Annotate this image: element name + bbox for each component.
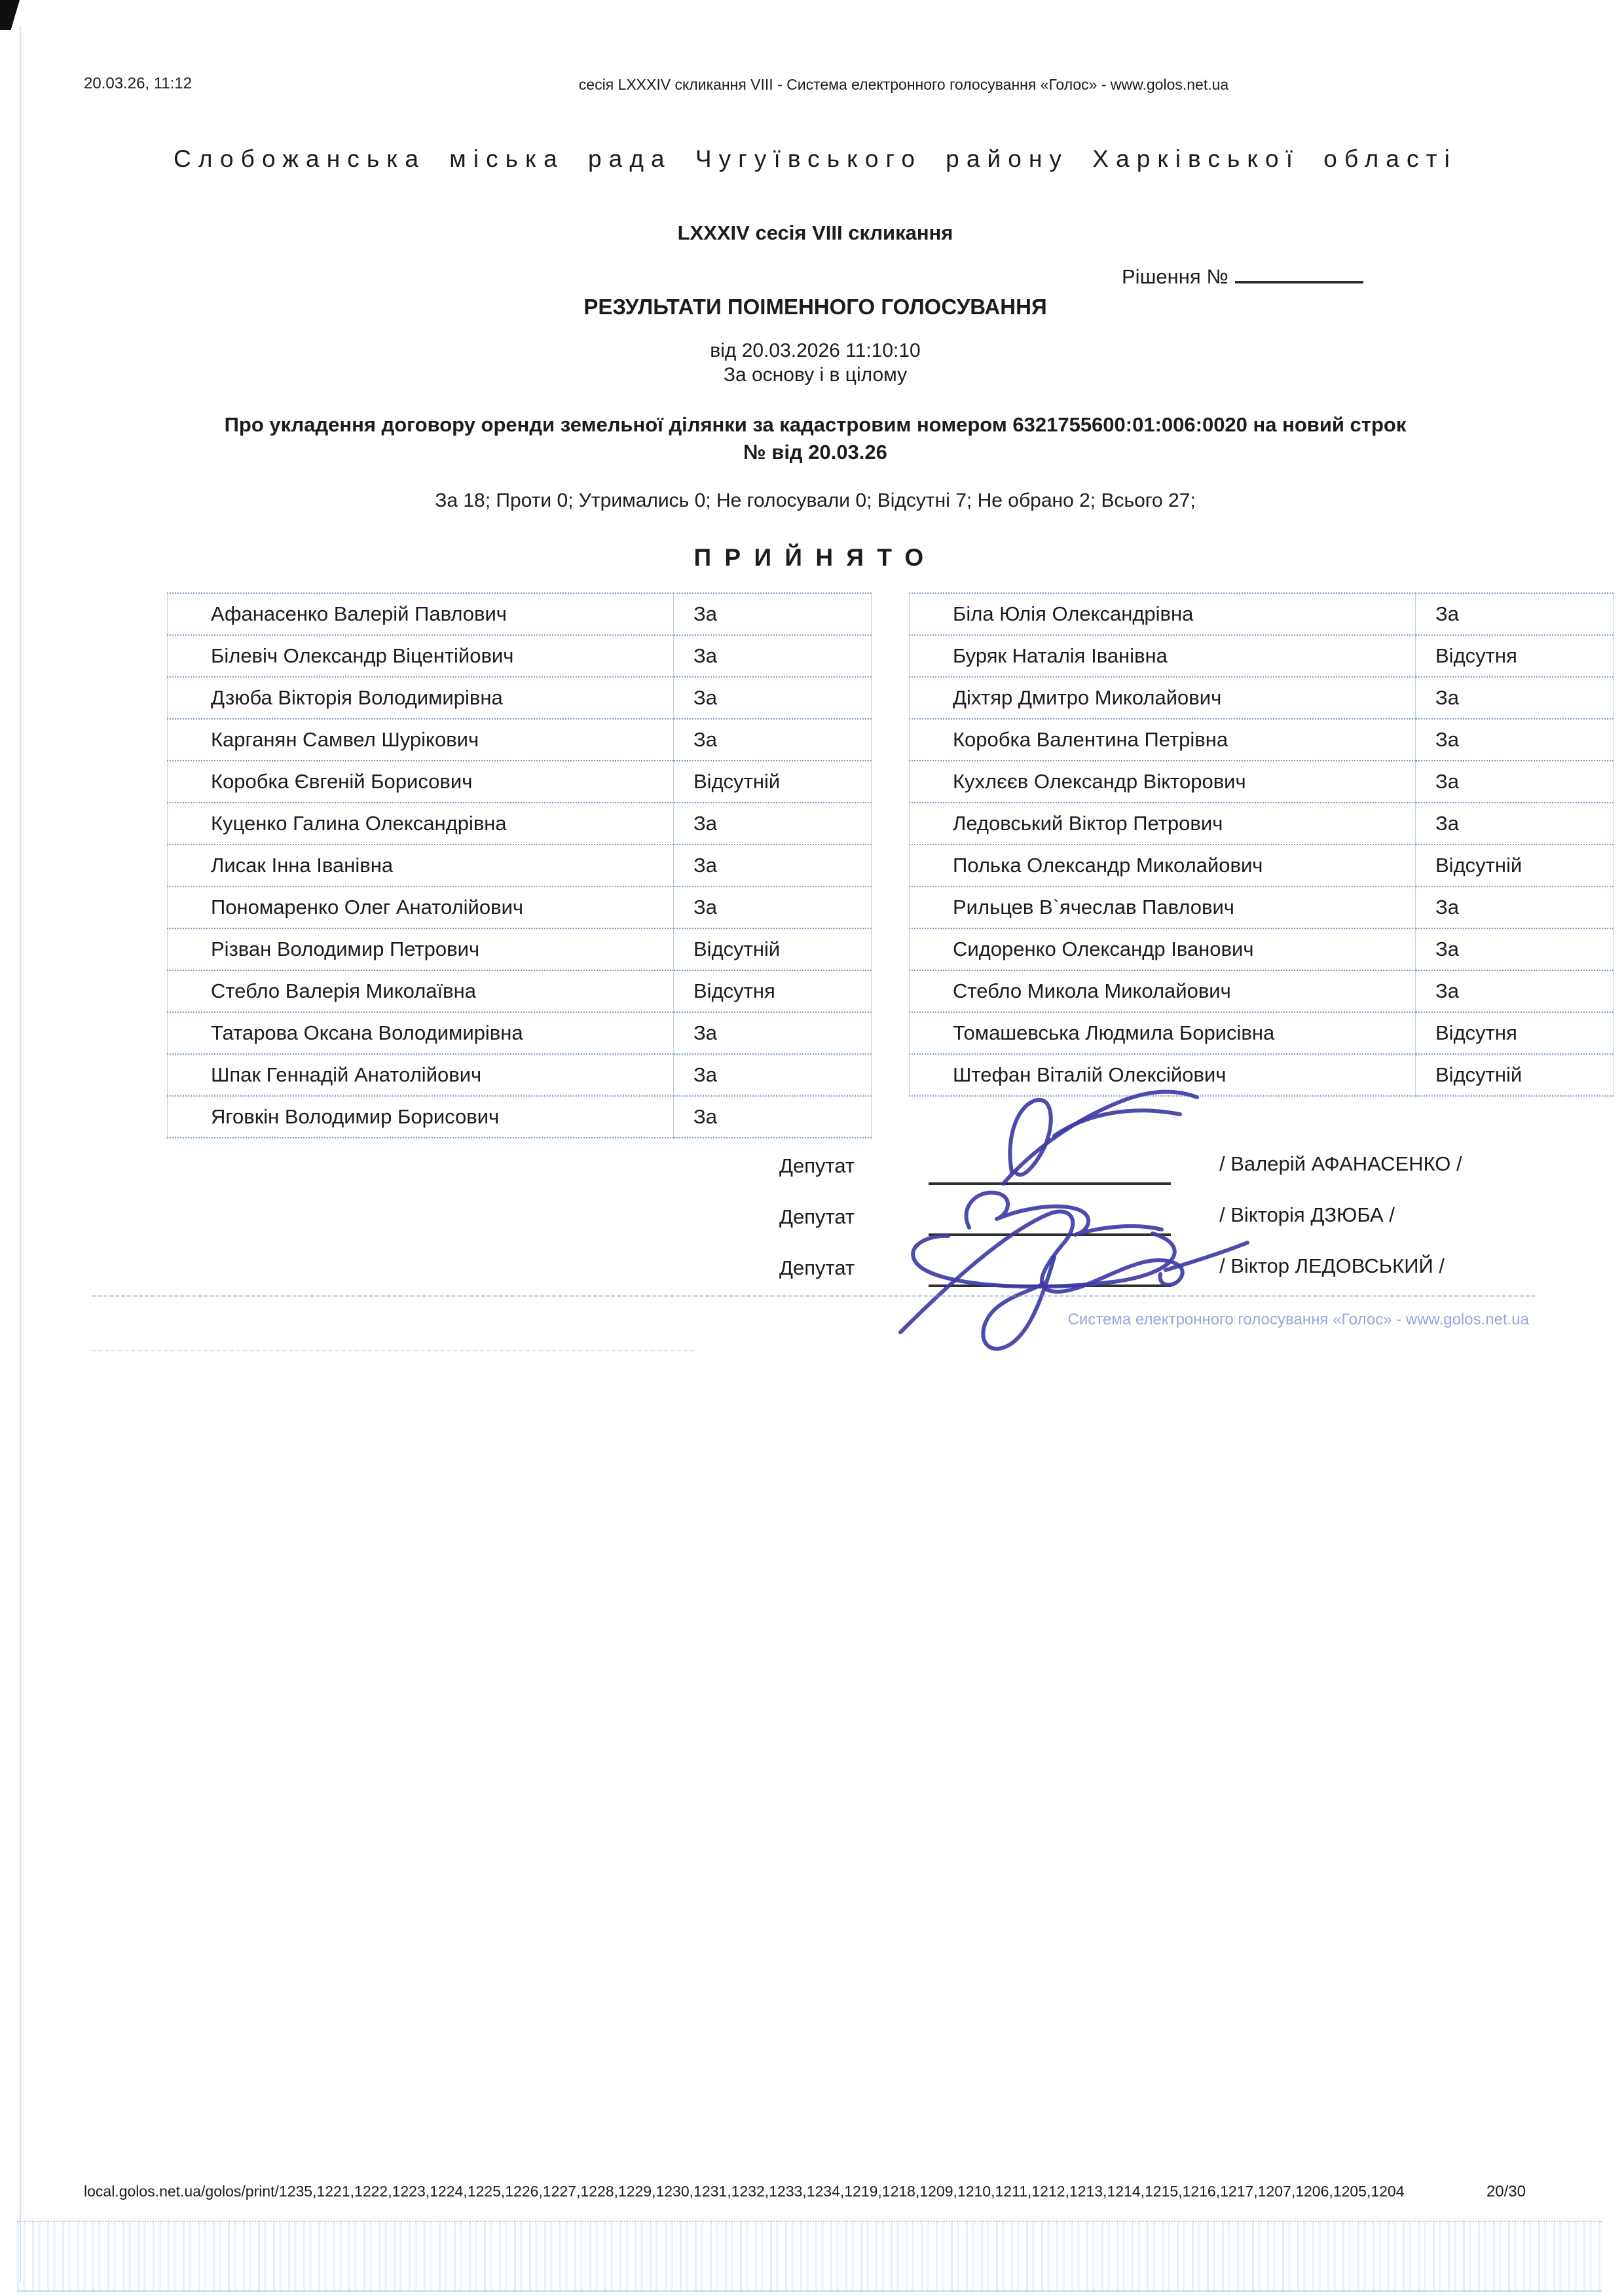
header-session-info: сесія LXXXIV скликання VIII - Система електронного голосування «Голос» - www.golos.net.ua bbox=[578, 76, 1229, 93]
deputy-name: Дзюба Вікторія Володимирівна bbox=[168, 677, 674, 719]
table-row bbox=[168, 803, 872, 845]
table-row bbox=[910, 1054, 1614, 1096]
deputy-role-label: Депутат bbox=[779, 1205, 855, 1228]
deputy-role-label: Депутат bbox=[779, 1154, 855, 1177]
table-row bbox=[910, 677, 1614, 719]
deputy-name: Шпак Геннадій Анатолійович bbox=[168, 1054, 674, 1096]
vote-value: За bbox=[674, 845, 872, 886]
vote-value: За bbox=[674, 677, 872, 719]
deputy-name: Куценко Галина Олександрівна bbox=[168, 803, 674, 845]
table-row bbox=[168, 1012, 872, 1054]
vote-value: За bbox=[1416, 677, 1614, 719]
vote-value: За bbox=[1416, 719, 1614, 761]
printed-timestamp: 20.03.26, 11:12 bbox=[84, 75, 193, 92]
table-row bbox=[168, 677, 872, 719]
deputy-name: Кухлєєв Олександр Вікторович bbox=[910, 761, 1416, 803]
document-title: РЕЗУЛЬТАТИ ПОІМЕННОГО ГОЛОСУВАННЯ bbox=[583, 295, 1047, 319]
votes-table-right bbox=[909, 592, 1614, 1097]
scan-line-artifact bbox=[92, 1295, 1536, 1297]
deputy-name: Біла Юлія Олександрівна bbox=[910, 593, 1416, 635]
vote-value: За bbox=[674, 593, 872, 635]
votes-table-left bbox=[167, 592, 872, 1139]
decision-number bbox=[1122, 257, 1363, 289]
signature-line bbox=[929, 1233, 1171, 1236]
deputy-name: Коробка Валентина Петрівна bbox=[910, 719, 1416, 761]
page-indicator: 20/30 bbox=[1486, 2183, 1526, 2200]
scan-noise-band bbox=[17, 2221, 1602, 2292]
table-row bbox=[168, 886, 872, 928]
deputy-name: Штефан Віталій Олексійович bbox=[910, 1054, 1416, 1096]
deputy-name: Сидоренко Олександр Іванович bbox=[910, 928, 1416, 970]
vote-value: За bbox=[1416, 593, 1614, 635]
vote-value: За bbox=[1416, 803, 1614, 845]
vote-value: Відсутній bbox=[674, 761, 872, 803]
vote-value: За bbox=[1416, 761, 1614, 803]
vote-value: За bbox=[674, 803, 872, 845]
vote-value: За bbox=[674, 719, 872, 761]
vote-datetime: від 20.03.2026 11:10:10 bbox=[710, 340, 921, 361]
table-row bbox=[910, 593, 1614, 635]
signature-stroke-3c bbox=[983, 1257, 1054, 1349]
vote-value: Відсутній bbox=[674, 928, 872, 970]
vote-value: За bbox=[674, 1054, 872, 1096]
deputy-name: Стебло Валерія Миколаївна bbox=[168, 970, 674, 1012]
scan-corner-mark bbox=[0, 0, 20, 30]
table-row bbox=[910, 928, 1614, 970]
vote-value: За bbox=[674, 635, 872, 677]
deputy-name: Різван Володимир Петрович bbox=[168, 928, 674, 970]
signature-line bbox=[929, 1182, 1171, 1185]
vote-value: За bbox=[674, 1012, 872, 1054]
deputy-name: Ледовський Віктор Петрович bbox=[910, 803, 1416, 845]
vote-value: Відсутня bbox=[1416, 635, 1614, 677]
deputy-name: Томашевська Людмила Борисівна bbox=[910, 1012, 1416, 1054]
deputy-name: Білевіч Олександр Віцентійович bbox=[168, 635, 674, 677]
deputy-role-label: Депутат bbox=[779, 1256, 855, 1279]
table-row bbox=[910, 761, 1614, 803]
table-row bbox=[168, 845, 872, 886]
table-row bbox=[910, 845, 1614, 886]
vote-value: За bbox=[674, 1096, 872, 1138]
signature-stroke-1c bbox=[1054, 1110, 1180, 1136]
table-row bbox=[168, 593, 872, 635]
vote-value: За bbox=[1416, 970, 1614, 1012]
deputy-name: Рильцев В`ячеслав Павлович bbox=[910, 886, 1416, 928]
signature-stroke-1 bbox=[1010, 1100, 1050, 1175]
vote-value: За bbox=[674, 886, 872, 928]
vote-value: Відсутня bbox=[1416, 1012, 1614, 1054]
deputy-name: Буряк Наталія Іванівна bbox=[910, 635, 1416, 677]
table-row bbox=[910, 970, 1614, 1012]
signature-stroke-1b bbox=[1003, 1092, 1197, 1184]
table-row bbox=[168, 970, 872, 1012]
signature-line bbox=[929, 1285, 1171, 1287]
deputy-name: Полька Олександр Миколайович bbox=[910, 845, 1416, 886]
decision-number-blank bbox=[1235, 257, 1363, 283]
result-status: ПРИЙНЯТО bbox=[693, 544, 937, 571]
table-row bbox=[168, 928, 872, 970]
deputy-name: Діхтяр Дмитро Миколайович bbox=[910, 677, 1416, 719]
vote-value: Відсутній bbox=[1416, 845, 1614, 886]
deputy-name: Карганян Самвел Шурікович bbox=[168, 719, 674, 761]
vote-value: За bbox=[1416, 886, 1614, 928]
signature-name: / Валерій АФАНАСЕНКО / bbox=[1219, 1152, 1462, 1175]
table-row bbox=[168, 1096, 872, 1138]
signature-name: / Віктор ЛЕДОВСЬКИЙ / bbox=[1219, 1254, 1445, 1277]
council-title: Слобожанська міська рада Чугуївського району Харківської області bbox=[174, 145, 1457, 172]
deputy-name: Татарова Оксана Володимирівна bbox=[168, 1012, 674, 1054]
vote-basis: За основу і в цілому bbox=[723, 364, 908, 386]
vote-tally: За 18; Проти 0; Утримались 0; Не голосували 0; Відсутні 7; Не обрано 2; Всього 27; bbox=[435, 490, 1196, 511]
subject-line-1: Про укладення договору оренди земельної ділянки за кадастровим номером 6321755600:01:006:0020 на новий строк bbox=[224, 413, 1407, 436]
table-row bbox=[168, 1054, 872, 1096]
vote-value: Відсутня bbox=[674, 970, 872, 1012]
decision-number-label: Рішення № bbox=[1122, 265, 1228, 288]
watermark: Система електронного голосування «Голос» - www.golos.net.ua bbox=[1067, 1311, 1529, 1328]
deputy-name: Лисак Інна Іванівна bbox=[168, 845, 674, 886]
table-row bbox=[910, 886, 1614, 928]
table-row bbox=[910, 1012, 1614, 1054]
scan-line-artifact bbox=[92, 1350, 694, 1351]
signature-stroke-2b bbox=[913, 1233, 1175, 1286]
vote-value: Відсутній bbox=[1416, 1054, 1614, 1096]
footer-url: local.golos.net.ua/golos/print/1235,1221,1222,1223,1224,1225,1226,1227,1228,1229,1230,1231,1232,1233,1234,1219,1218,1209,1210,1211,1212,1213,1214,1215,1216,1217,1207,1206,1205,1204 bbox=[84, 2183, 1405, 2200]
signature-name: / Вікторія ДЗЮБА / bbox=[1219, 1203, 1395, 1226]
deputy-name: Яговкін Володимир Борисович bbox=[168, 1096, 674, 1138]
session-title: LXXXIV сесія VIII скликання bbox=[677, 221, 953, 244]
deputy-name: Коробка Євгеній Борисович bbox=[168, 761, 674, 803]
table-row bbox=[910, 635, 1614, 677]
vote-value: За bbox=[1416, 928, 1614, 970]
subject-line-2: № від 20.03.26 bbox=[743, 441, 887, 464]
scan-edge-artifact bbox=[20, 26, 21, 2283]
table-row bbox=[910, 719, 1614, 761]
deputy-name: Афанасенко Валерій Павлович bbox=[168, 593, 674, 635]
table-row bbox=[168, 719, 872, 761]
signature-stroke-2 bbox=[967, 1193, 1162, 1235]
deputy-name: Пономаренко Олег Анатолійович bbox=[168, 886, 674, 928]
table-row bbox=[168, 761, 872, 803]
deputy-name: Стебло Микола Миколайович bbox=[910, 970, 1416, 1012]
table-row bbox=[168, 635, 872, 677]
table-row bbox=[910, 803, 1614, 845]
